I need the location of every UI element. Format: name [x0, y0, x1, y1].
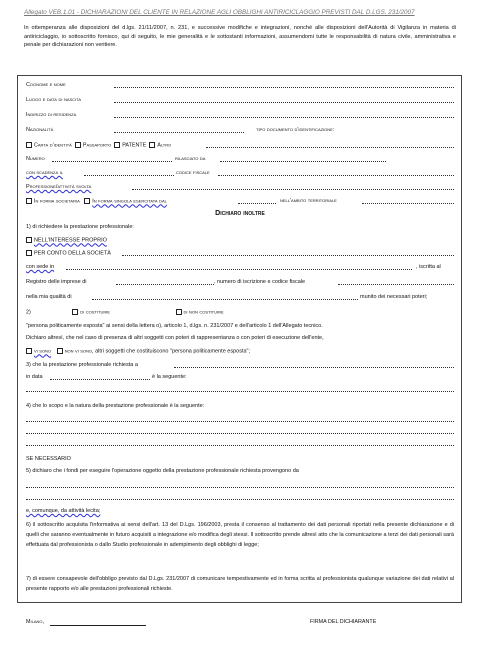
s2-row: 2) di costituire di non costituire — [26, 309, 224, 316]
pep-line: "persona politicamente esposta" ai sensi della lettera o), articolo 1, d.lgs. n. 231/2007 e dell'articolo 1 dell'Allegato tecnico. — [26, 323, 323, 329]
checkbox-vi-sono[interactable] — [26, 348, 32, 354]
checkbox-passaporto[interactable] — [75, 142, 81, 148]
societa-field[interactable] — [122, 255, 454, 256]
label-professione: Professione/attività svolta — [26, 184, 92, 190]
s5-line: 5) dichiaro che i fondi per eseguire l'operazione oggetto della prestazione professionale richiesta provengono da — [26, 468, 299, 474]
numero-field[interactable] — [52, 161, 172, 162]
label-sede: con sede in — [26, 264, 55, 270]
doc-type-row: Carta d'identità Passaporto PATENTE Altro — [26, 142, 171, 149]
vi-sono-row: vi sono non vi sono, altri soggetti che costituiscono "persona politicamente esposta"; — [26, 348, 250, 355]
label-registro: Registro delle imprese di — [26, 279, 87, 285]
option-societa: PER CONTO DELLA SOCIETÀ — [26, 250, 111, 257]
label-seguente: è la seguente: — [152, 374, 187, 380]
s1-intro: 1) di richiedere la prestazione professionale: — [26, 224, 134, 230]
label-codice-fiscale: codice fiscale — [176, 170, 210, 176]
se-necessario: SE NECESSARIO — [26, 456, 71, 462]
checkbox-forma-societaria[interactable] — [26, 198, 32, 204]
s7-paragraph: 7) di essere consapevole dell'obbligo previsto dal D.Lgs. 231/2007 di comunicare tempestivamente ed in forma scritta al professionista qualunque variazione dei dati relativi al presente rapporto e/o alle prestazioni professionali richieste. — [26, 576, 454, 593]
in-data-field[interactable] — [50, 379, 150, 380]
label-numero-iscrizione: , numero di iscrizione e codice fiscale — [214, 279, 306, 285]
nazionalita-field[interactable] — [114, 132, 244, 133]
scadenza-field[interactable] — [84, 175, 174, 176]
s3-field[interactable] — [174, 367, 454, 368]
document-header: Allegato VEB.1.01 - DICHIARAZIONI DEL CLIENTE IN RELAZIONE AGLI OBBLIGHI ANTIRICICLAGGIO PREVISTI DAL D.LGS. 231/2007 — [24, 9, 415, 16]
s4-answer-line-3[interactable] — [26, 445, 454, 446]
qualita-field[interactable] — [92, 299, 358, 300]
label-tipo-doc: tipo documento d'identificazione: — [256, 127, 335, 133]
lecita-line: e, comunque, da attività lecita; — [26, 508, 101, 514]
s3-line: 3) che la prestazione professionale richiesta a — [26, 362, 138, 368]
s6-paragraph: 6) il sottoscritto acquisita l'informativa ai sensi dell'art. 13 del D.Lgs. 196/2003, presta il consenso al trattamento dei dati personali riportati nella presente dichiarazione e di quelli che saranno eventualmente in futuro acquisiti a integrazione e/o modifica degli stessi. Il sottoscritto prende altresì atto che la comunicazione a terzi dei dati personali sarà effettuata dal professionista o dallo Studio professionale in adempimento degli obblighi di legge; — [26, 522, 454, 549]
numero-iscrizione-field[interactable] — [338, 284, 454, 285]
s3-answer-line[interactable] — [26, 391, 454, 392]
dichiaro-inoltre-title: Dichiaro inoltre — [215, 210, 265, 217]
label-qualita: nella mia qualità di — [26, 294, 72, 300]
checkbox-patente[interactable] — [114, 142, 120, 148]
label-cognome: Cognome e nome — [26, 82, 66, 88]
checkbox-non-vi-sono[interactable] — [57, 348, 63, 354]
checkbox-carta[interactable] — [26, 142, 32, 148]
s5-answer-line-1[interactable] — [26, 487, 454, 488]
s4-answer-line-1[interactable] — [26, 421, 454, 422]
s5-answer-line-2[interactable] — [26, 499, 454, 500]
sede-field[interactable] — [66, 269, 412, 270]
cognome-field[interactable] — [114, 87, 454, 88]
label-scadenza: con scadenza il — [26, 170, 64, 176]
label-numero: Numero — [26, 156, 45, 162]
label-in-data: in data — [26, 374, 43, 380]
label-indirizzo: Indirizzo di residenza — [26, 112, 77, 118]
option-proprio: NELL'INTERESSE PROPRIO — [26, 237, 107, 244]
checkbox-non-costituire[interactable] — [176, 309, 182, 315]
footer-milano: Milano, — [26, 619, 44, 625]
intro-paragraph: In ottemperanza alle disposizioni del d.lgs. 21/11/2007, n. 231, e successive modifiche e integrazioni, nonché alle disposizioni dell'Autorità di Vigilanza in materia di antiriciclaggio, io sottoscritto fornisco, qui di seguito, le mie generalità e le sottostanti informazioni, assumendomi tutte le responsabilità di natura civile, amministrativa e penale per dichiarazioni non veritiere. — [24, 25, 456, 49]
esercitata-field[interactable] — [238, 203, 276, 204]
s4-line: 4) che lo scopo e la natura della prestazione professionale è la seguente: — [26, 403, 205, 409]
forma-row: In forma societaria In forma singola esercitata dal — [26, 198, 167, 205]
label-iscritta: , iscritta al — [416, 264, 441, 270]
professione-field[interactable] — [132, 189, 454, 190]
codice-fiscale-field[interactable] — [218, 175, 454, 176]
rilasciato-field[interactable] — [220, 161, 386, 162]
altresi-line: Dichiaro altresì, che nel caso di presenza di altri soggetti con poteri di rappresentanza o con poteri di esecuzione dell'ente, — [26, 335, 324, 341]
label-rilasciato: rilasciato da — [175, 156, 206, 162]
checkbox-costituire[interactable] — [72, 309, 78, 315]
indirizzo-field[interactable] — [114, 117, 454, 118]
registro-field[interactable] — [116, 284, 214, 285]
ambito-field[interactable] — [362, 203, 454, 204]
label-nazionalita: Nazionalità — [26, 127, 54, 133]
checkbox-societa[interactable] — [26, 250, 32, 256]
label-poteri: munito dei necessari poteri; — [360, 294, 428, 300]
checkbox-forma-singola[interactable] — [84, 198, 90, 204]
label-ambito: nell'ambito territoriale — [280, 198, 337, 204]
s4-answer-line-2[interactable] — [26, 433, 454, 434]
label-luogo: Luogo e data di nascita — [26, 97, 81, 103]
checkbox-proprio[interactable] — [26, 237, 32, 243]
date-field[interactable] — [50, 625, 146, 626]
checkbox-altro[interactable] — [149, 142, 155, 148]
altro-field[interactable] — [206, 147, 454, 148]
luogo-field[interactable] — [114, 102, 454, 103]
footer-firma: FIRMA DEL DICHIARANTE — [310, 619, 377, 625]
